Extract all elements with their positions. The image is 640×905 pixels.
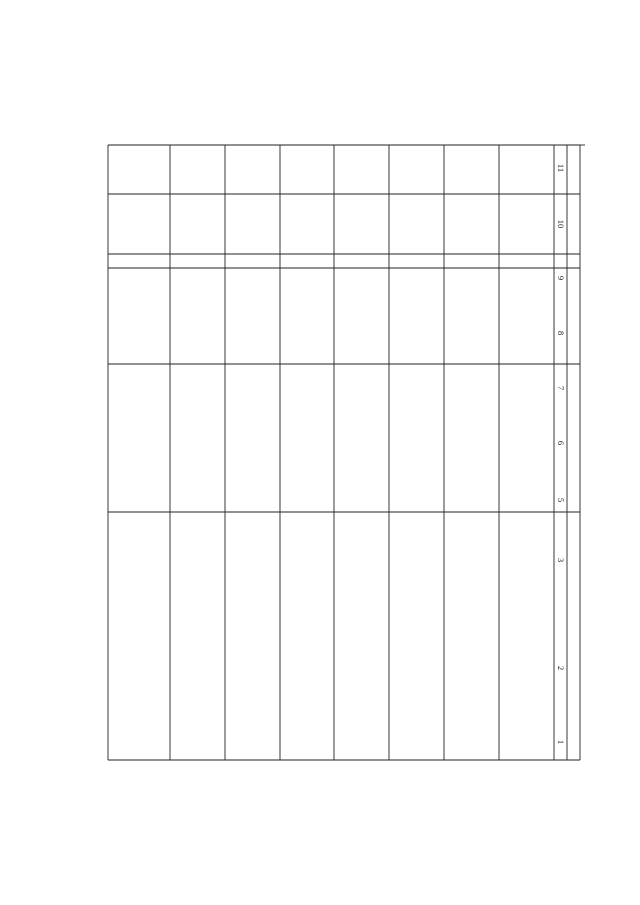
header-row — [556, 164, 566, 744]
header-col-6: 6 — [556, 440, 566, 446]
header-col-11: 11 — [556, 163, 566, 173]
header-col-2: 2 — [556, 665, 566, 671]
header-col-10: 10 — [556, 219, 566, 229]
header-col-9: 9 — [556, 275, 566, 281]
header-col-3: 3 — [556, 557, 566, 563]
header-col-8: 8 — [556, 330, 566, 336]
header-col-5: 5 — [556, 497, 566, 503]
table-grid — [108, 145, 585, 760]
header-col-7: 7 — [556, 385, 566, 391]
header-col-1: 1 — [556, 739, 566, 745]
